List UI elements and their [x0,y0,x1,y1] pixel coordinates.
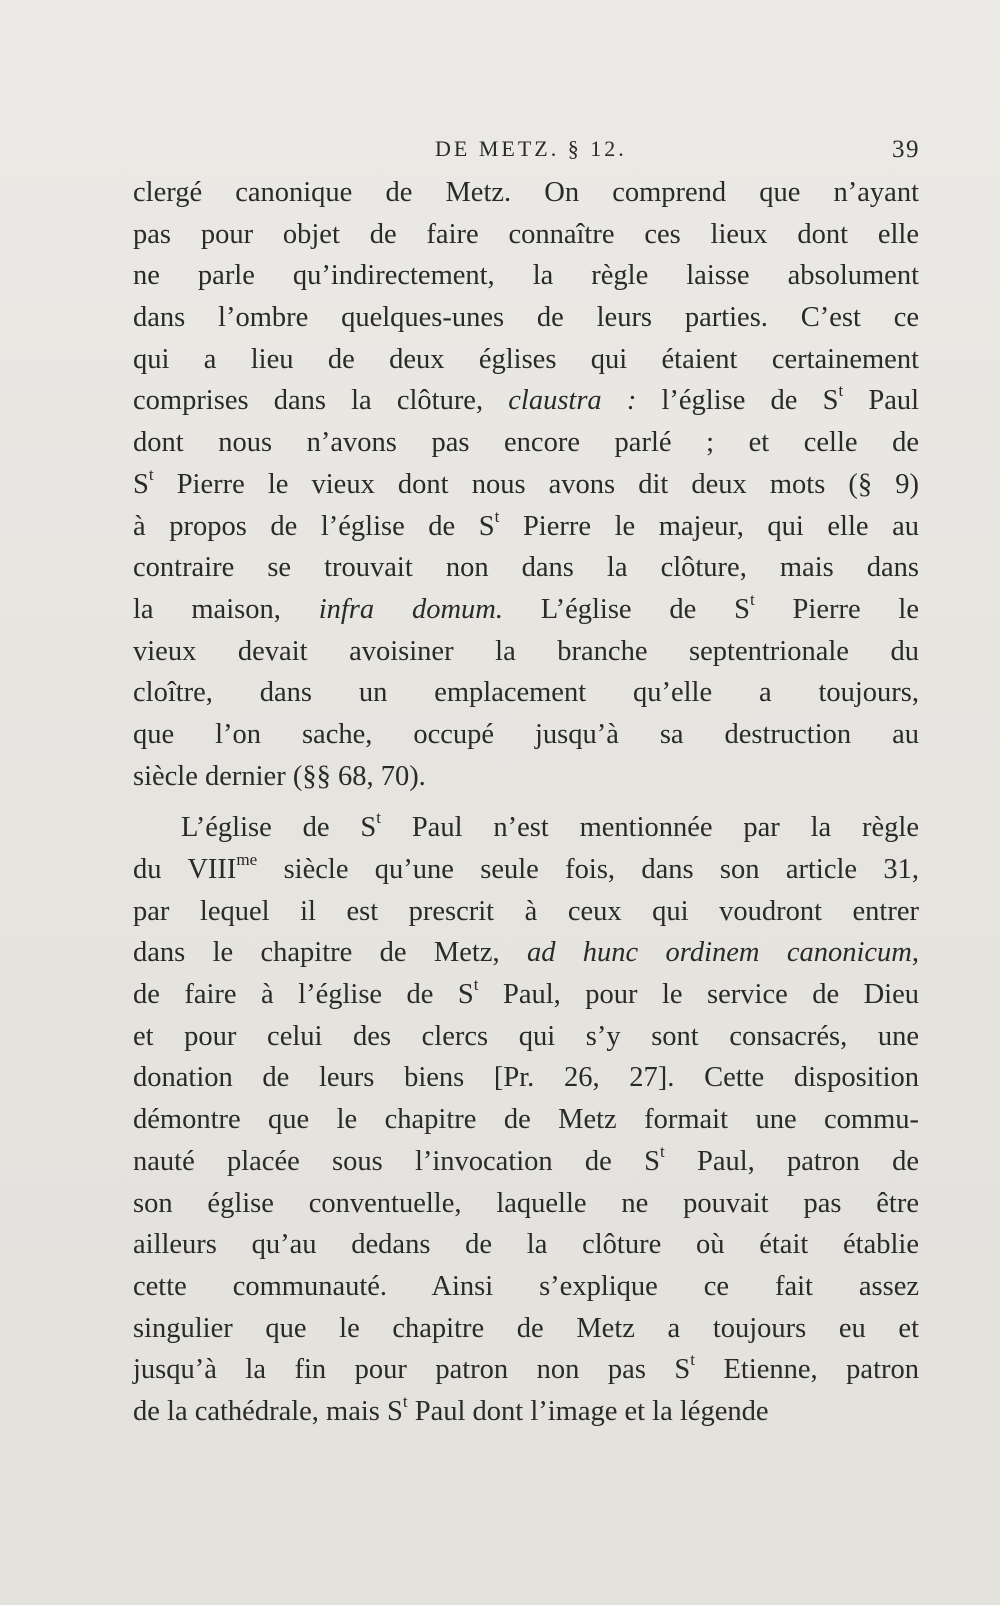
text-line: par lequel il est prescrit à ceux qui voudront entrer [133,895,919,927]
text-line: son église conventuelle, laquelle ne pouvait pas être [133,1187,919,1219]
text-line: ne parle qu’indirectement, la règle laisse absolument [133,260,919,292]
page-number: 39 [892,136,920,163]
text-line: ailleurs qu’au dedans de la clôture où était établie [133,1229,919,1261]
running-title: DE METZ. § 12. [435,136,627,161]
text-line: clergé canonique de Metz. On comprend que n’ayant [133,177,919,208]
text-line: contraire se trouvait non dans la clôture, mais dans [133,552,919,584]
text-line: $S^t$ Pierre le vieux dont nous avons dit deux mots (§ 9) [133,465,919,500]
text-line: dans l’ombre quelques-unes de leurs parties. C’est ce [133,302,919,334]
text-line: qui a lieu de deux églises qui étaient certainement [133,343,919,375]
text-line: nauté placée sous l’invocation de $S^t$ Paul, patron de [133,1142,919,1177]
text-line: comprises dans la clôture, claustra : l’église de $S^t$ Paul [133,381,920,417]
text-line: la maison, infra domum. L’église de $S^t$ Pierre le [133,590,920,625]
text-line: à propos de l’église de $S^t$ Pierre le majeur, qui elle au [133,506,919,542]
text-line: cloître, dans un emplacement qu’elle a toujours, [133,677,919,709]
text-line: démontre que le chapitre de Metz formait une commu- [133,1104,919,1136]
text-line: cette communauté. Ainsi s’explique ce fait assez [133,1270,919,1302]
text-line: pas pour objet de faire connaître ces lieux dont elle [133,218,919,250]
paragraph-gap [133,797,919,807]
text-line: dans le chapitre de Metz, ad hunc ordinem canonicum, [133,937,919,969]
text-line: singulier que le chapitre de Metz a toujours eu et [133,1312,919,1344]
page-header [140,130,920,170]
text-line: de faire à l’église de $S^t$ Paul, pour le service de Dieu [133,975,919,1011]
text-line: donation de leurs biens [Pr. 26, 27]. Cette disposition [133,1062,919,1094]
text-line: L’église de $S^t$ Paul n’est mentionnée par la règle [181,808,919,844]
text-line: vieux devait avoisiner la branche septentrionale du [133,635,919,667]
body-text [133,172,919,1433]
text-line: jusqu’à la fin pour patron non pas $S^t$ Etienne, patron [133,1350,919,1386]
text-line: et pour celui des clercs qui s’y sont consacrés, une [133,1020,919,1052]
text-line: siècle dernier (§§ 68, 70). [133,760,426,792]
text-line: dont nous n’avons pas encore parlé ; et celle de [133,427,919,459]
paragraph-1 [133,172,919,797]
paragraph-2 [133,807,919,1432]
text-line: que l’on sache, occupé jusqu’à sa destruction au [133,718,919,750]
text-line: de la cathédrale, mais $S^t$ Paul dont l’image et la légende [133,1392,769,1427]
text-line: du $VIII^{me}$ siècle qu’une seule fois, dans son article 31, [133,850,919,885]
